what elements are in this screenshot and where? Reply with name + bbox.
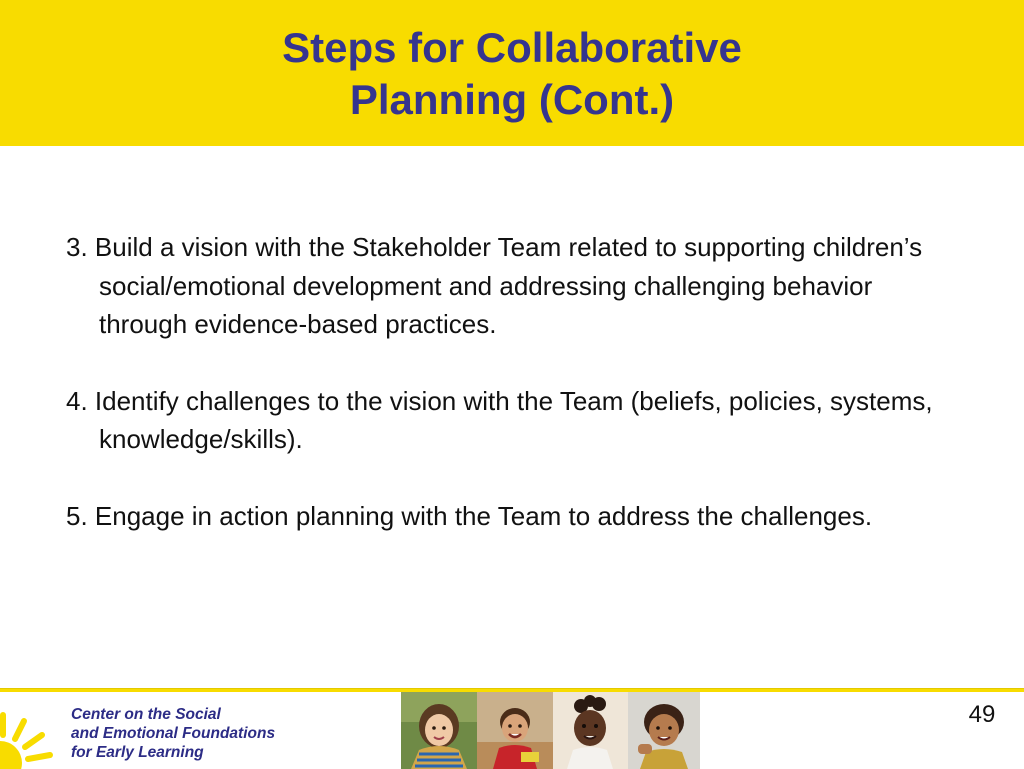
slide-header [0, 0, 1024, 146]
org-name-line-2: and Emotional Foundations [71, 725, 276, 742]
slide-footer [0, 688, 1024, 769]
org-name [71, 705, 275, 762]
sun-icon [0, 693, 62, 769]
slide-title [282, 20, 742, 126]
org-name-line-1: Center on the Social [71, 706, 221, 723]
list-item-step-4: 4. Identify challenges to the vision with the Team (beliefs, policies, systems, knowledge/skills). [66, 385, 933, 454]
list-item-step-3: 3. Build a vision with the Stakeholder Team related to supporting children’s social/emotional development and addressing challenging behavior through evidence-based practices. [66, 232, 923, 339]
list-item-step-5: 5. Engage in action planning with the Team to address the challenges. [66, 500, 873, 531]
slide-title-line-1: Steps for Collaborative [282, 24, 742, 71]
child-photo-2 [477, 692, 553, 769]
slide-title-line-2: Planning (Cont.) [349, 76, 675, 123]
child-photo-1 [401, 692, 477, 769]
page-number: 49 [968, 701, 996, 728]
child-photo-4 [628, 692, 700, 769]
child-photo-3 [553, 692, 628, 769]
slide-body [66, 228, 946, 573]
org-name-line-3: for Early Learning [71, 744, 204, 761]
children-photo-strip [401, 692, 700, 769]
